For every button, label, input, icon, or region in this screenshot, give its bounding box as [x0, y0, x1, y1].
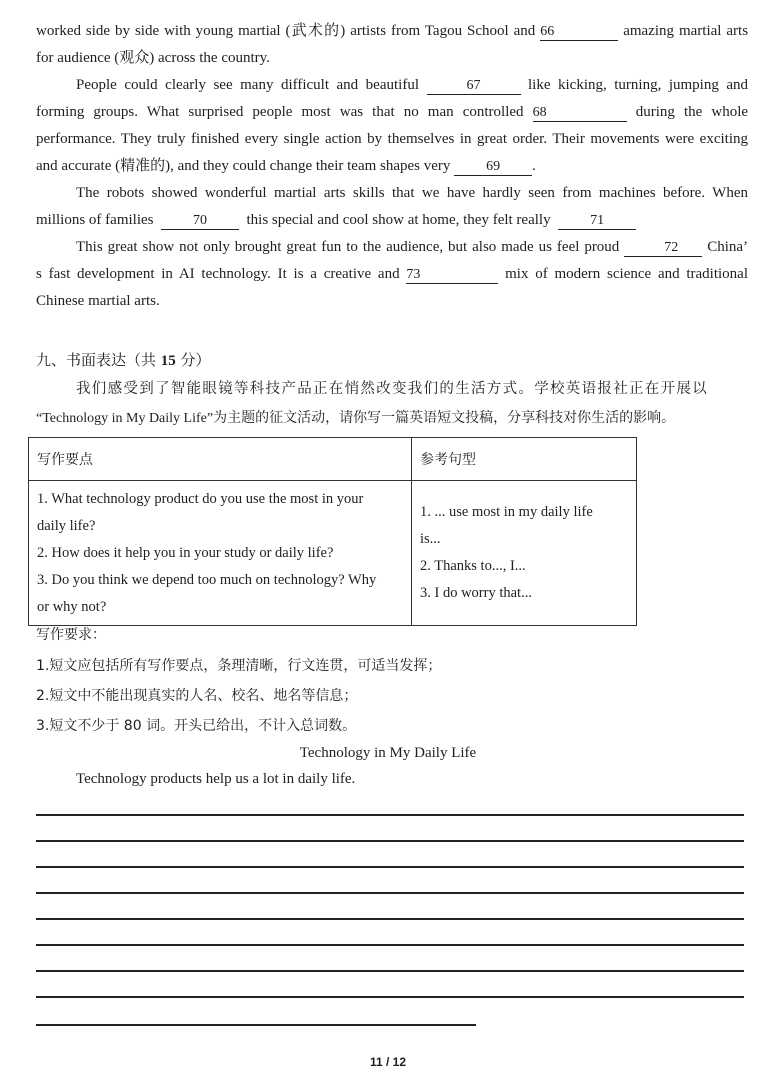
passage-line — [36, 153, 748, 180]
writing-line[interactable] — [36, 814, 744, 816]
pattern-line: 3. I do worry that... — [420, 585, 532, 601]
passage-text: worked side by side with young martial (武术的) artists from Tagou School and — [36, 23, 536, 39]
passage-line — [36, 18, 748, 45]
passage-text: millions of families — [36, 212, 154, 228]
writing-line[interactable] — [36, 892, 744, 894]
blank-70[interactable]: 70 — [161, 214, 239, 230]
writing-points-cell — [29, 481, 412, 626]
passage-text: for audience (观众) across the country. — [36, 50, 270, 66]
cloze-passage — [36, 18, 748, 315]
writing-points-table — [28, 437, 637, 626]
passage-line — [36, 234, 748, 261]
blank-69[interactable]: 69 — [454, 160, 532, 176]
passage-text: forming groups. What surprised people most was that no man controlled — [36, 104, 524, 120]
writing-line[interactable] — [36, 970, 744, 972]
passage-text: like kicking, turning, jumping and — [528, 77, 749, 93]
essay-opening: Technology products help us a lot in daily life. — [76, 771, 356, 787]
writing-line[interactable] — [36, 944, 744, 946]
table-header-points: 写作要点 — [29, 438, 412, 481]
section-intro-line-1: 我们感受到了智能眼镜等科技产品正在悄然改变我们的生活方式。学校英语报社正在开展以 — [76, 381, 708, 397]
passage-line — [36, 261, 748, 288]
section-score: 15 — [160, 353, 176, 369]
section-heading-prefix: 九、书面表达（共 — [36, 351, 161, 369]
passage-text: amazing martial arts — [623, 23, 749, 39]
passage-line — [36, 288, 748, 315]
pattern-line: is... — [420, 531, 441, 547]
point-line: 1. What technology product do you use the most in your — [37, 490, 364, 507]
passage-line — [36, 207, 748, 234]
passage-text: performance. They truly finished every single action by themselves in great order. Their movements were exciting — [36, 131, 748, 147]
passage-line — [36, 72, 748, 99]
sentence-patterns-cell — [412, 481, 637, 626]
passage-text: People could clearly see many difficult and beautiful — [76, 77, 419, 93]
passage-text: and accurate (精准的), and they could change their team shapes very — [36, 158, 451, 174]
passage-text: during the whole — [635, 104, 749, 120]
passage-text: This great show not only brought great fun to the audience, but also made us feel proud — [76, 239, 620, 255]
requirement-item: 2.短文中不能出现真实的人名、校名、地名等信息； — [36, 688, 358, 704]
passage-text: . — [532, 158, 536, 174]
point-line: or why not? — [37, 598, 107, 615]
passage-line — [36, 126, 748, 153]
essay-title: Technology in My Daily Life — [299, 745, 477, 761]
writing-line[interactable] — [36, 918, 744, 920]
writing-line[interactable] — [36, 1024, 476, 1026]
blank-68[interactable]: 68 — [533, 106, 627, 122]
requirements-heading: 写作要求： — [36, 627, 106, 643]
passage-line — [36, 99, 748, 126]
writing-line[interactable] — [36, 996, 744, 998]
requirement-item: 3.短文不少于 80 词。开头已给出，不计入总词数。 — [36, 718, 357, 734]
writing-line[interactable] — [36, 840, 744, 842]
passage-text: Chinese martial arts. — [36, 293, 160, 309]
pattern-line: 1. ... use most in my daily life — [420, 504, 593, 520]
blank-72[interactable]: 72 — [624, 241, 702, 257]
blank-71[interactable]: 71 — [558, 214, 636, 230]
point-line: 2. How does it help you in your study or daily life? — [37, 544, 334, 561]
page-number: 11 / 12 — [369, 1055, 407, 1069]
blank-73[interactable]: 73 — [406, 268, 498, 284]
passage-text: The robots showed wonderful martial arts skills that we have hardly seen from machines before. When — [76, 185, 748, 201]
passage-line — [36, 180, 748, 207]
passage-line — [36, 45, 748, 72]
requirement-item: 1.短文应包括所有写作要点，条理清晰，行文连贯，可适当发挥； — [36, 658, 442, 674]
passage-text: mix of modern science and traditional — [505, 266, 749, 282]
blank-66[interactable]: 66 — [540, 25, 618, 41]
point-line: daily life? — [37, 517, 96, 534]
section-heading-suffix: 分） — [175, 351, 211, 369]
section-intro-line-2: “Technology in My Daily Life”为主题的征文活动，请你写一篇英语短文投稿，分享科技对你生活的影响。 — [36, 411, 676, 426]
passage-text: s fast development in AI technology. It is a creative and — [36, 266, 400, 282]
section-heading — [36, 349, 211, 370]
passage-text: this special and cool show at home, they felt really — [246, 212, 551, 228]
pattern-line: 2. Thanks to..., I... — [420, 558, 526, 574]
point-line: 3. Do you think we depend too much on technology? Why — [37, 571, 377, 588]
passage-text: China’ — [707, 239, 749, 255]
writing-line[interactable] — [36, 866, 744, 868]
blank-67[interactable]: 67 — [427, 79, 521, 95]
table-header-patterns: 参考句型 — [412, 438, 637, 481]
